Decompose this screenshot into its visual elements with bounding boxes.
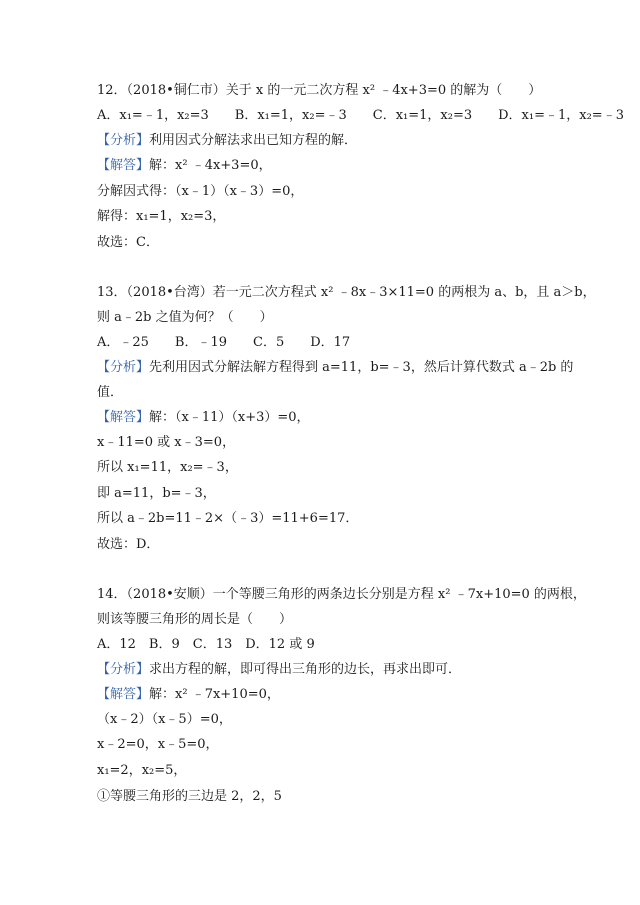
q13-analysis <box>97 359 573 377</box>
q14-options: A．12 B．9 C．13 D．12 或 9 <box>97 637 315 652</box>
q13-step: 所以 a﹣2b=11﹣2×（﹣3）=11+6=17． <box>97 511 359 526</box>
analysis-tag: 【分析】 <box>97 662 150 677</box>
answer-tag: 【解答】 <box>97 158 150 173</box>
q13-analysis-cont: 值． <box>97 385 124 400</box>
q12-analysis <box>97 132 357 150</box>
q12-step: 分解因式得：（x﹣1）（x﹣3）=0， <box>97 184 304 199</box>
q13-answer <box>97 409 310 427</box>
answer-text: 解：x² ﹣7x+10=0， <box>149 687 280 702</box>
q14-step: （x﹣2）（x﹣5）=0， <box>97 712 232 727</box>
q13-options: A．﹣25 B．﹣19 C．5 D．17 <box>97 335 351 350</box>
q12-step: 故选：C． <box>97 235 159 250</box>
q13-stem-cont: 则 a﹣2b 之值为何？（ ） <box>97 310 273 325</box>
q13-step: x﹣11=0 或 x﹣3=0， <box>97 435 236 450</box>
q12-options: A．x₁=﹣1，x₂=3 B．x₁=1，x₂=﹣3 C．x₁=1，x₂=3 D．x₁=﹣1，x₂=﹣3 <box>97 108 624 123</box>
q13-step: 即 a=11，b=﹣3， <box>97 486 216 501</box>
answer-tag: 【解答】 <box>97 687 150 702</box>
analysis-tag: 【分析】 <box>97 360 150 375</box>
q14-step: x﹣2=0，x﹣5=0， <box>97 737 219 752</box>
q13-step: 故选：D． <box>97 537 160 552</box>
q14-step: x₁=2，x₂=5， <box>97 763 187 778</box>
analysis-text: 利用因式分解法求出已知方程的解． <box>149 133 358 148</box>
answer-text: 解：（x﹣11）（x+3）=0， <box>149 410 310 425</box>
answer-text: 解：x² ﹣4x+3=0， <box>149 158 272 173</box>
answer-tag: 【解答】 <box>97 410 150 425</box>
q14-analysis <box>97 661 461 679</box>
analysis-tag: 【分析】 <box>97 133 150 148</box>
q14-stem: 14．（2018•安顺）一个等腰三角形的两条边长分别是方程 x² ﹣7x+10=0 的两根， <box>97 587 586 602</box>
q12-answer <box>97 157 272 175</box>
q13-step: 所以 x₁=11，x₂=﹣3， <box>97 460 238 475</box>
q14-answer <box>97 686 280 704</box>
q13-stem: 13．（2018•台湾）若一元二次方程式 x² ﹣8x﹣3×11=0 的两根为 a、b，且 a＞b， <box>97 285 596 300</box>
q14-stem-cont: 则该等腰三角形的周长是（ ） <box>97 612 293 627</box>
q12-step: 解得：x₁=1，x₂=3， <box>97 209 226 224</box>
q12-stem: 12．（2018•铜仁市）关于 x 的一元二次方程 x² ﹣4x+3=0 的解为（ ） <box>97 83 542 98</box>
q14-step: ①等腰三角形的三边是 2，2，5 <box>97 789 282 804</box>
analysis-text: 先利用因式分解法解方程得到 a=11，b=﹣3，然后计算代数式 a﹣2b 的 <box>149 360 574 375</box>
analysis-text: 求出方程的解，即可得出三角形的边长，再求出即可． <box>149 662 462 677</box>
